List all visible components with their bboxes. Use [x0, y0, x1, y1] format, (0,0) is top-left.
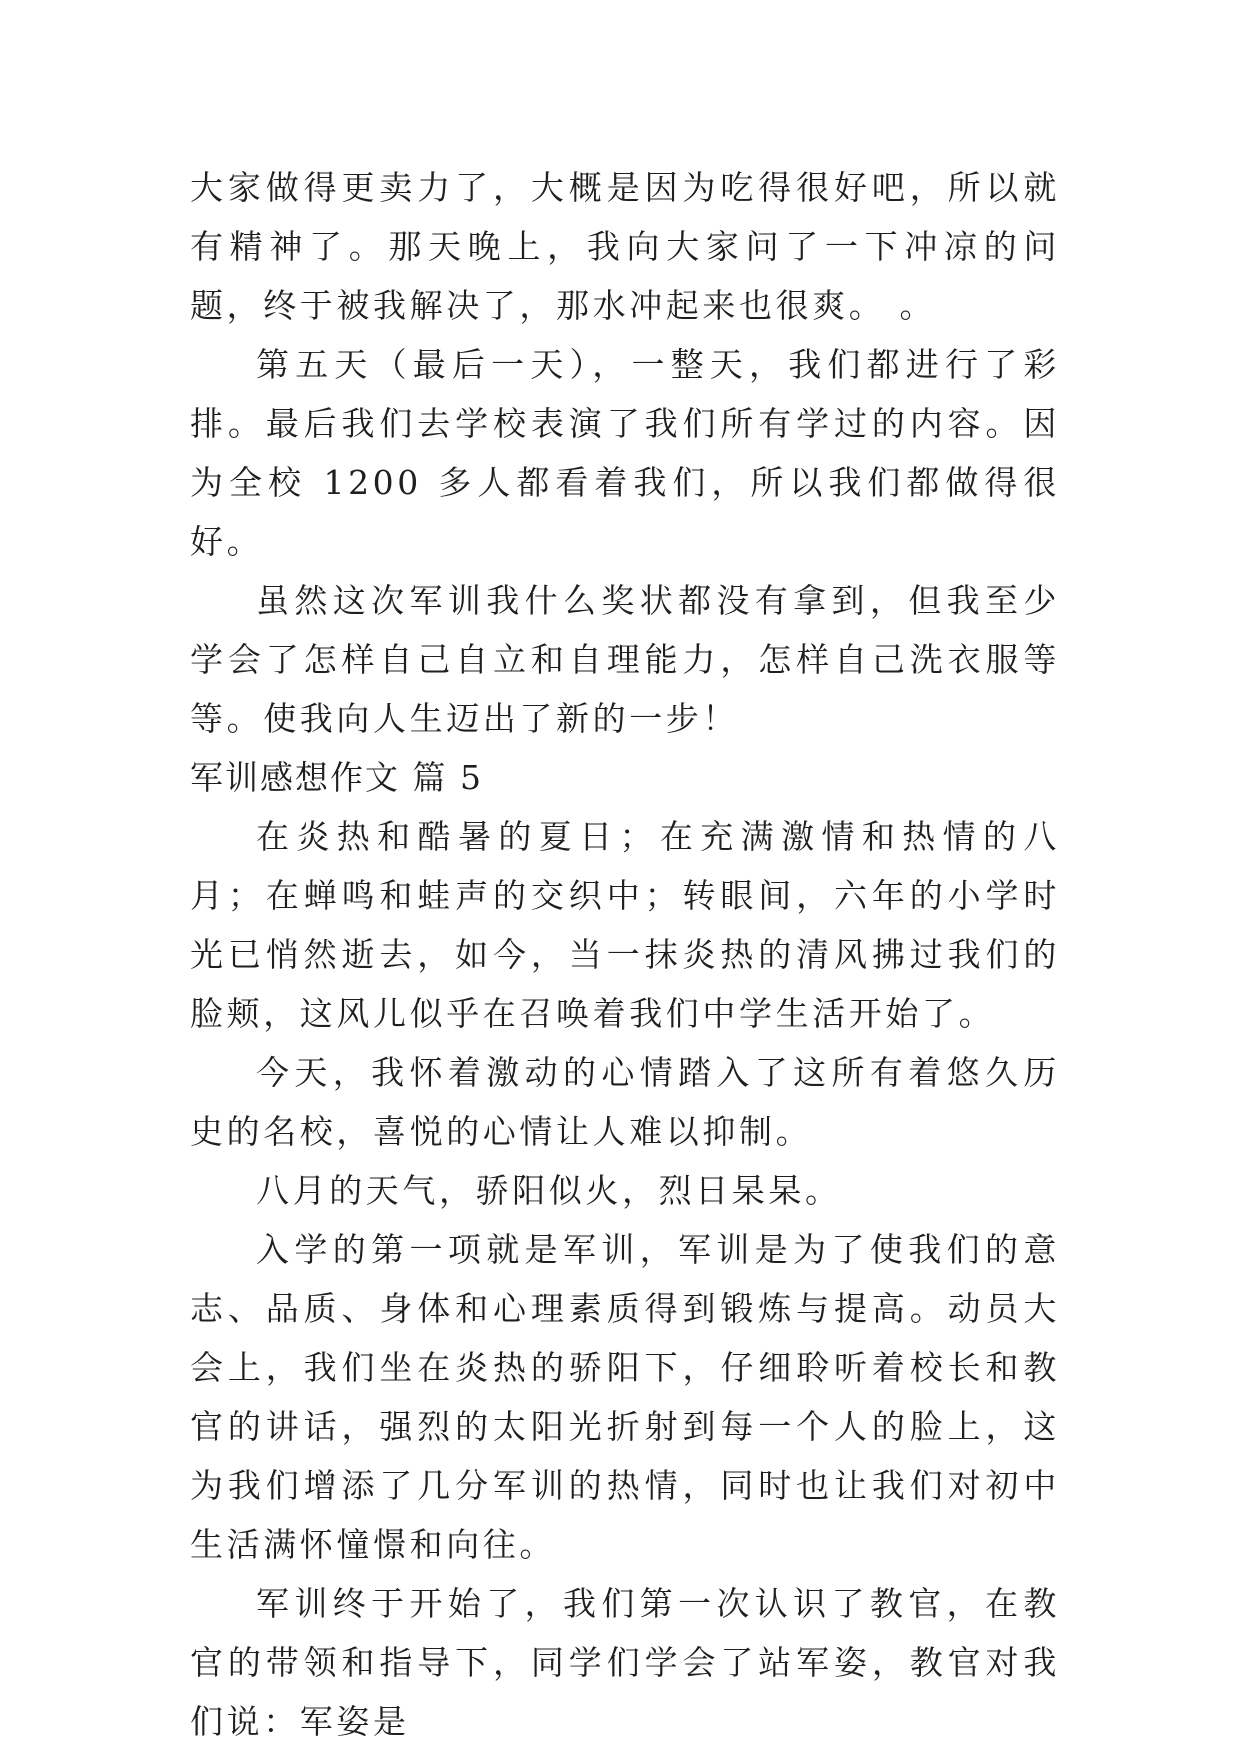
paragraph-4: 在炎热和酷暑的夏日；在充满激情和热情的八月；在蝉鸣和蛙声的交织中；转眼间，六年的小学时光已悄然逝去，如今，当一抹炎热的清风拂过我们的脸颊，这风儿似乎在召唤着我们中学生活开始了。 [190, 817, 1060, 1033]
paragraph-5: 今天，我怀着激动的心情踏入了这所有着悠久历史的名校，喜悦的心情让人难以抑制。 [190, 1053, 1060, 1151]
section-heading: 军训感想作文 篇 5 [190, 758, 483, 797]
paragraph-7: 入学的第一项就是军训，军训是为了使我们的意志、品质、身体和心理素质得到锻炼与提高。动员大会上，我们坐在炎热的骄阳下，仔细聆听着校长和教官的讲话，强烈的太阳光折射到每一个人的脸上，这为我们增添了几分军训的热情，同时也让我们对初中生活满怀憧憬和向往。 [190, 1230, 1060, 1564]
paragraph-1: 大家做得更卖力了，大概是因为吃得很好吧，所以就有精神了。那天晚上，我向大家问了一下冲凉的问题，终于被我解决了，那水冲起来也很爽。 。 [190, 168, 1060, 325]
paragraph-3: 虽然这次军训我什么奖状都没有拿到，但我至少学会了怎样自己自立和自理能力，怎样自己洗衣服等等。使我向人生迈出了新的一步！ [190, 581, 1060, 738]
document-body [190, 158, 1060, 1751]
paragraph-2: 第五天（最后一天），一整天，我们都进行了彩排。最后我们去学校表演了我们所有学过的内容。因为全校 1200 多人都看着我们，所以我们都做得很好。 [190, 345, 1060, 561]
paragraph-8: 军训终于开始了，我们第一次认识了教官，在教官的带领和指导下，同学们学会了站军姿，教官对我们说：军姿是 [190, 1584, 1060, 1741]
paragraph-6: 八月的天气，骄阳似火，烈日杲杲。 [256, 1171, 842, 1210]
